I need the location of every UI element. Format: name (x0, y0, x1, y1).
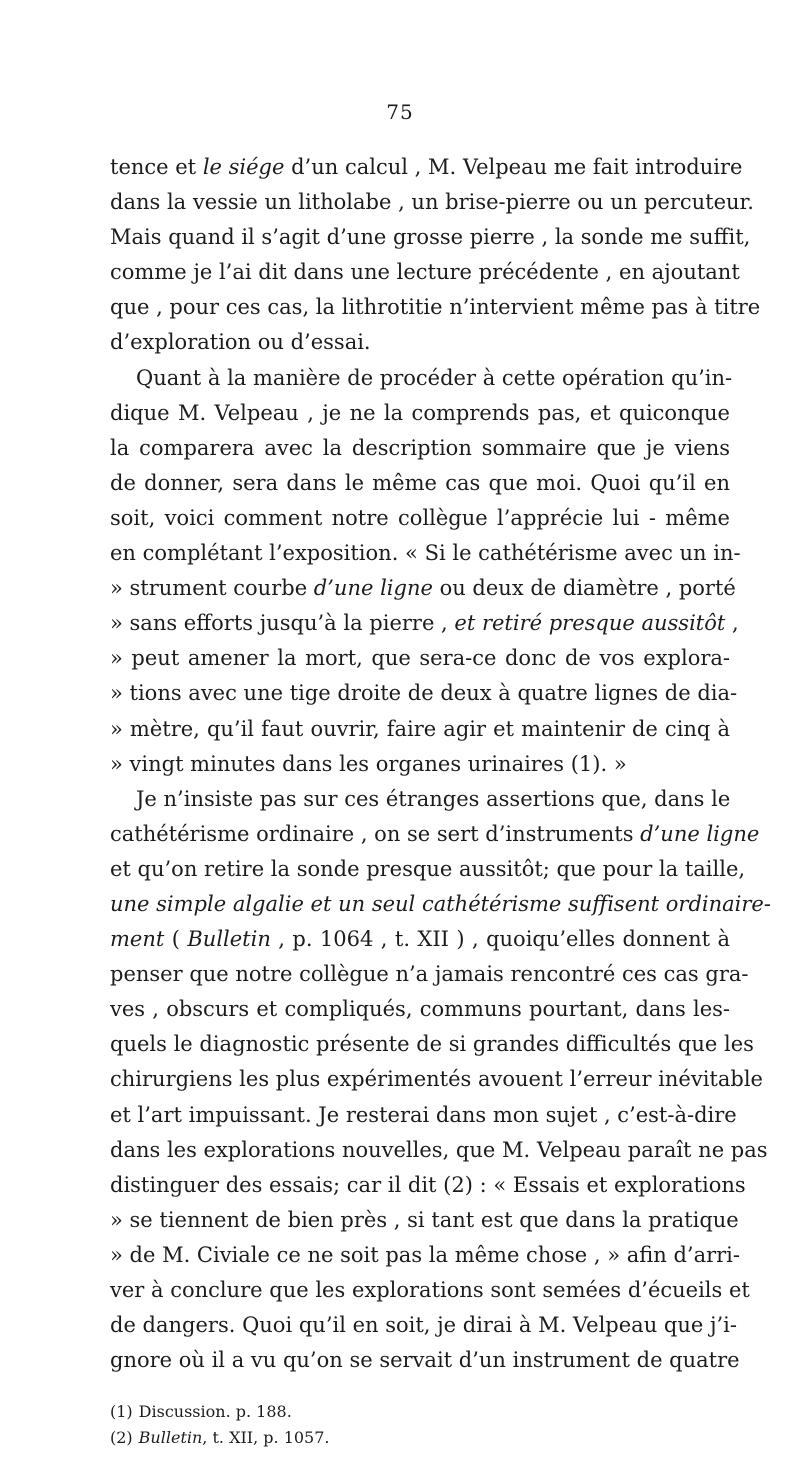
text-line: dique M. Velpeau , je ne la comprends pas, et quiconque (110, 400, 730, 425)
italic-text: et retiré presque aussitôt (454, 611, 726, 636)
text-line: ment ( Bulletin , p. 1064 , t. XII ) , quoiqu’elles donnent à (110, 927, 731, 952)
text-line: » de M. Civiale ce ne soit pas la même chose , » afin d’arri- (110, 1242, 740, 1267)
text-line: et qu’on retire la sonde presque aussitôt; que pour la taille, (110, 856, 746, 881)
text-line: ves , obscurs et compliqués, communs pourtant, dans les- (110, 997, 730, 1022)
text-line: que , pour ces cas, la lithrotitie n’intervient même pas à titre (110, 295, 761, 320)
footnote: (2) Bulletin, t. XII, p. 1057. (110, 1428, 330, 1447)
text-line: » strument courbe d’une ligne ou deux de diamètre , porté (110, 576, 736, 601)
text-line: et l’art impuissant. Je resterai dans mon sujet , c’est-à-dire (110, 1102, 737, 1127)
footnotes (110, 1399, 730, 1451)
text-line: de dangers. Quoi qu’il en soit, je dirai à M. Velpeau que j’i- (110, 1313, 737, 1338)
text-line (110, 887, 771, 922)
text-line: soit, voici comment notre collègue l’apprécie lui - même (110, 505, 730, 530)
text-line: Mais quand il s’agit d’une grosse pierre , la sonde me suffit, (110, 225, 751, 250)
text-line: en complétant l’exposition. « Si le cathétérisme avec un in- (110, 541, 741, 566)
italic-text: Bulletin (138, 1428, 203, 1447)
footnote-mark: (2) (110, 1428, 133, 1447)
footnote-mark: (1) (110, 1402, 133, 1421)
text-line: dans la vessie un litholabe , un brise-pierre ou un percuteur. (110, 190, 754, 215)
body-text (110, 150, 771, 1378)
italic-text: d’une ligne (640, 821, 760, 846)
text-line: quels le diagnostic présente de si grandes difficultés que les (110, 1032, 754, 1057)
footnote: (1) Discussion. p. 188. (110, 1402, 292, 1421)
italic-text: le siége (202, 155, 285, 179)
text-line: » sans efforts jusqu’à la pierre , et retiré presque aussitôt , (110, 611, 739, 636)
italic-text: ment (110, 927, 165, 952)
text-line: distinguer des essais; car il dit (2) : « Essais et explorations (110, 1172, 746, 1197)
text-line: Quant à la manière de procéder à cette opération qu’in- (136, 365, 733, 390)
text-line: dans les explorations nouvelles, que M. Velpeau paraît ne pas (110, 1137, 768, 1162)
text-line: chirurgiens les plus expérimentés avouent l’erreur inévitable (110, 1067, 763, 1092)
italic-text: d’une ligne (313, 576, 433, 601)
italic-text: une simple algalie et un seul cathétérisme suffisent ordinaire- (110, 891, 771, 916)
text-line: la comparera avec la description sommaire que je viens (110, 435, 730, 460)
text-line: de donner, sera dans le même cas que moi. Quoi qu’il en (110, 470, 730, 495)
text-line: tence et le siége d’un calcul , M. Velpeau me fait introduire (110, 155, 743, 179)
text-line: » vingt minutes dans les organes urinaires (1). » (110, 751, 627, 776)
text-line: » mètre, qu’il faut ouvrir, faire agir et maintenir de cinq à (110, 716, 730, 741)
text-line: cathétérisme ordinaire , on se sert d’instruments d’une ligne (110, 821, 760, 846)
text-line: » peut amener la mort, que sera-ce donc de vos explora- (110, 646, 730, 671)
text-line: gnore où il a vu qu’on se servait d’un instrument de quatre (110, 1348, 740, 1373)
page-number: 75 (386, 100, 414, 124)
text-line: ver à conclure que les explorations sont semées d’écueils et (110, 1278, 750, 1302)
text-line: penser que notre collègue n’a jamais rencontré ces cas gra- (110, 962, 749, 987)
text-line: comme je l’ai dit dans une lecture précédente , en ajoutant (110, 260, 740, 285)
italic-text: Bulletin (187, 927, 271, 952)
text-line: d’exploration ou d’essai. (110, 330, 371, 355)
text-line: » tions avec une tige droite de deux à quatre lignes de dia- (110, 681, 738, 706)
text-line: Je n’insiste pas sur ces étranges assertions que, dans le (136, 786, 731, 811)
text-line: » se tiennent de bien près , si tant est que dans la pratique (110, 1207, 739, 1232)
